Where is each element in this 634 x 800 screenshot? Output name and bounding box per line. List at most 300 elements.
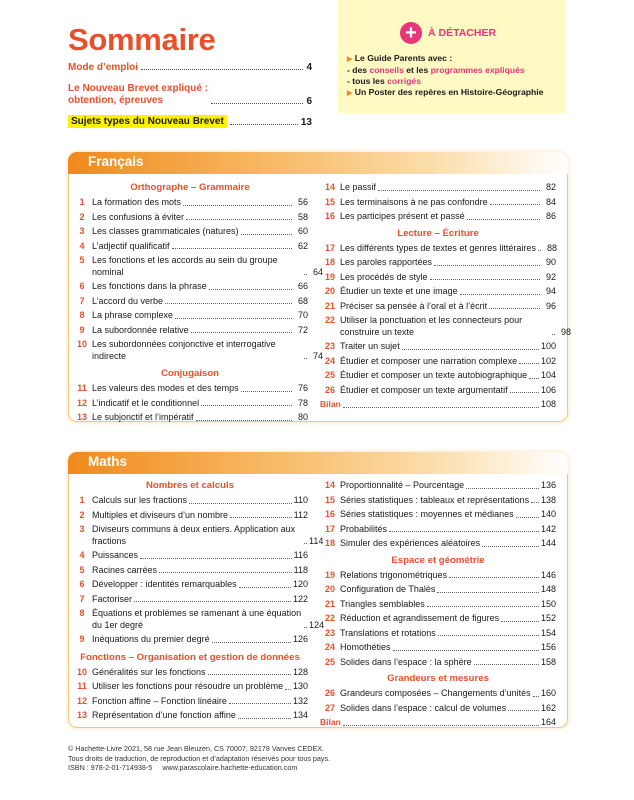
entry-title: Représentation d’une fonction affine — [92, 710, 236, 720]
entry-number: 2 — [79, 211, 85, 222]
detach-box — [338, 0, 566, 113]
toc-entry[interactable] — [72, 579, 308, 591]
leader-dots — [140, 558, 292, 559]
entry-title: La phrase complexe — [92, 310, 174, 320]
entry-page: 56 — [297, 197, 308, 207]
leader-dots — [430, 279, 540, 280]
toc-entry[interactable] — [320, 570, 556, 582]
entry-title: Solides dans l’espace : la sphère — [340, 656, 472, 667]
entry-page: 138 — [540, 494, 556, 505]
entry-title: Grandeurs composées – Changements d’unités — [340, 688, 531, 698]
toc-entry[interactable] — [72, 212, 308, 224]
leader-dots — [474, 664, 539, 665]
leader-dots — [141, 69, 303, 70]
entry-page: 88 — [546, 242, 557, 253]
detach-contents — [347, 53, 543, 99]
entry-title: Étudier et composer un texte argumentatif — [340, 384, 508, 395]
entry-page: 132 — [292, 695, 308, 706]
triangle-bullet-icon: ▶ — [347, 90, 353, 97]
entry-title: La subordonnée relative — [92, 324, 189, 335]
footer — [68, 744, 330, 773]
entry-page: 90 — [545, 257, 556, 267]
leader-dots — [529, 378, 539, 379]
leader-dots — [519, 363, 539, 364]
entry-title: Fonction affine – Fonction linéaire — [92, 695, 227, 706]
intro-page: 6 — [306, 96, 312, 107]
entry-number: 4 — [79, 240, 85, 251]
entry-title: Les paroles rapportées — [340, 257, 433, 267]
entry-title: L’indicatif et le conditionnel — [92, 397, 200, 408]
entry-number: 4 — [79, 550, 85, 560]
toc-entry[interactable] — [320, 370, 556, 382]
intro-label: Sujets types du Nouveau Brevet — [68, 115, 227, 128]
leader-dots — [189, 503, 292, 504]
bilan-label: Bilan — [320, 399, 341, 409]
entry-number: 8 — [79, 608, 85, 618]
detach-line: - des conseils et les programmes expliqués — [347, 65, 525, 75]
entry-title: Les fonctions dans la phrase — [92, 281, 207, 291]
toc-entry[interactable] — [72, 339, 323, 362]
toc-entry[interactable] — [320, 211, 556, 223]
francais-right-column — [320, 182, 571, 414]
toc-entry[interactable] — [320, 613, 556, 625]
entry-number: 1 — [79, 197, 85, 207]
leader-dots — [490, 204, 540, 205]
detach-line: ▶ Le Guide Parents avec : — [347, 53, 453, 63]
entry-title: Solides dans l’espace : calcul de volumes — [340, 702, 507, 713]
entry-number: 9 — [79, 324, 85, 335]
leader-dots — [466, 488, 539, 489]
leader-dots — [208, 674, 291, 675]
detach-line: - tous les corrigés — [347, 76, 422, 86]
entry-number: 24 — [324, 642, 335, 652]
entry-number: 6 — [79, 281, 85, 291]
toc-entry[interactable] — [72, 197, 308, 209]
toc-entry[interactable] — [320, 315, 571, 338]
toc-entry[interactable] — [320, 257, 556, 269]
entry-page: 128 — [292, 666, 308, 677]
toc-entry[interactable] — [320, 495, 556, 507]
toc-entry[interactable] — [320, 584, 556, 596]
leader-dots — [134, 601, 291, 602]
entry-page: 122 — [292, 593, 308, 604]
toc-entry[interactable] — [72, 226, 308, 238]
toc-entry[interactable] — [320, 341, 556, 353]
leader-dots — [183, 205, 292, 206]
entry-number: 17 — [324, 242, 335, 253]
triangle-bullet-icon: ▶ — [347, 56, 353, 63]
leader-dots — [510, 392, 539, 393]
entry-title: Calculs sur les fractions — [92, 495, 188, 505]
leader-dots — [241, 234, 292, 235]
entry-title: Racines carrées — [92, 564, 158, 575]
entry-page: 158 — [540, 656, 556, 667]
detach-line: ▶ Un Poster des repères en Histoire-Géographie — [347, 87, 544, 97]
toc-entry[interactable] — [320, 628, 556, 640]
intro-item-brevet[interactable] — [68, 83, 312, 107]
entry-number: 3 — [79, 226, 85, 236]
intro-page: 4 — [306, 62, 312, 73]
toc-entry[interactable] — [320, 509, 556, 521]
toc-entry[interactable] — [320, 703, 556, 715]
entry-page: 68 — [297, 295, 308, 306]
entry-title: L’adjectif qualificatif — [92, 240, 170, 251]
entry-title: Probabilités — [340, 523, 388, 534]
toc-entry[interactable] — [72, 296, 308, 308]
leader-dots — [489, 308, 540, 309]
leader-dots — [467, 219, 540, 220]
leader-dots — [389, 531, 539, 532]
bilan-entry[interactable] — [320, 399, 556, 411]
entry-page: 142 — [540, 523, 556, 534]
leader-dots — [460, 294, 540, 295]
entry-number: 5 — [79, 564, 85, 575]
entry-title: La formation des mots — [92, 197, 182, 207]
entry-number: 7 — [79, 295, 85, 306]
maths-left-column — [72, 478, 325, 725]
entry-number: 20 — [324, 286, 335, 296]
maths-header — [68, 452, 568, 474]
entry-title: Diviseurs communs à deux entiers. Application aux fractions — [92, 524, 296, 546]
entry-page: 126 — [292, 634, 308, 644]
entry-page: 116 — [293, 550, 308, 560]
entry-number: 21 — [324, 598, 335, 609]
entry-title: Développer : identités remarquables — [92, 579, 237, 589]
entry-number: 18 — [324, 257, 335, 267]
entry-page: 136 — [540, 480, 556, 490]
plus-icon: + — [400, 22, 422, 44]
leader-dots — [209, 289, 292, 290]
toc-entry[interactable] — [72, 398, 308, 410]
leader-dots — [304, 358, 307, 359]
entry-page: 130 — [292, 681, 308, 691]
entry-title: Les valeurs des modes et des temps — [92, 383, 239, 393]
toc-entry[interactable] — [72, 281, 308, 293]
leader-dots — [427, 606, 539, 607]
intro-item-sujets-types[interactable] — [68, 115, 312, 128]
entry-title: Utiliser les fonctions pour résoudre un problème — [92, 681, 284, 691]
toc-entry[interactable] — [72, 524, 324, 547]
leader-dots — [172, 248, 292, 249]
intro-label: Mode d’emploi — [68, 62, 138, 73]
entry-number: 9 — [79, 634, 85, 644]
entry-page: 148 — [540, 584, 556, 594]
entry-number: 22 — [324, 613, 335, 623]
entry-number: 16 — [324, 509, 335, 519]
maths-header-title: Maths — [88, 454, 128, 469]
entry-page: 74 — [312, 350, 323, 361]
leader-dots — [552, 334, 555, 335]
subsection-title: Conjugaison — [160, 368, 220, 379]
toc-entry[interactable] — [72, 310, 308, 322]
entry-title: Relations trigonométriques — [340, 569, 448, 580]
toc-entry[interactable] — [72, 565, 308, 577]
toc-entry[interactable] — [320, 538, 556, 550]
entry-number: 15 — [324, 196, 335, 207]
entry-title: Les classes grammaticales (natures) — [92, 226, 239, 236]
leader-dots — [304, 543, 307, 544]
footer-url: www.parascolaire.hachette-education.com — [162, 763, 298, 772]
entry-title: Étudier un texte et une image — [340, 286, 458, 296]
toc-entry[interactable] — [72, 510, 308, 522]
francais-header — [68, 152, 568, 174]
entry-page: 70 — [297, 310, 308, 320]
footer-copyright: © Hachette-Livre 2021, 58 rue Jean Bleuzen, CS 70007, 92178 Vanves CEDEX. — [68, 744, 325, 753]
entry-title: Les subordonnées conjonctive et interrogative indirecte — [92, 339, 276, 361]
entry-title: Étudier et composer une narration complexe — [340, 355, 518, 366]
entry-page: 112 — [293, 509, 308, 520]
leader-dots — [438, 635, 539, 636]
entry-page: 86 — [545, 211, 556, 221]
entry-number: 10 — [76, 339, 87, 349]
entry-number: 23 — [324, 627, 335, 638]
toc-entry[interactable] — [72, 495, 308, 507]
entry-page: 102 — [540, 355, 556, 366]
entry-number: 21 — [324, 300, 335, 311]
entry-title: Simuler des expériences aléatoires — [340, 538, 481, 548]
leader-dots — [482, 546, 539, 547]
footer-isbn: ISBN : 978-2-01-714938-5 — [68, 763, 153, 772]
entry-title: Les différents types de textes et genres littéraires — [340, 242, 536, 253]
toc-entry[interactable] — [320, 197, 556, 209]
toc-entry[interactable] — [320, 642, 556, 654]
bilan-entry[interactable] — [320, 717, 556, 729]
entry-number: 25 — [324, 656, 335, 667]
entry-number: 23 — [324, 341, 335, 351]
entry-number: 24 — [324, 355, 335, 366]
entry-title: Étudier et composer un texte autobiographique — [340, 370, 528, 380]
entry-title: Le passif — [340, 182, 377, 192]
entry-number: 13 — [76, 412, 87, 422]
entry-number: 26 — [324, 384, 335, 395]
entry-page: 94 — [545, 286, 556, 296]
intro-list — [68, 62, 312, 134]
intro-item-mode-emploi[interactable] — [68, 62, 312, 73]
entry-number: 6 — [79, 579, 85, 589]
entry-page: 110 — [293, 495, 308, 505]
toc-entry[interactable] — [320, 182, 556, 194]
entry-number: 11 — [77, 383, 87, 393]
maths-right-column — [320, 480, 556, 732]
entry-page: 58 — [297, 211, 308, 222]
entry-page: 78 — [297, 397, 308, 408]
entry-page: 134 — [292, 710, 308, 720]
leader-dots — [538, 250, 541, 251]
toc-entry[interactable] — [72, 608, 325, 631]
leader-dots — [449, 577, 539, 578]
entry-title: Triangles semblables — [340, 598, 425, 609]
toc-entry[interactable] — [320, 599, 556, 611]
toc-entry[interactable] — [320, 688, 556, 700]
toc-entry[interactable] — [320, 301, 556, 313]
entry-title: Les fonctions et les accords au sein du groupe nominal — [92, 255, 278, 277]
leader-dots — [285, 689, 291, 690]
entry-number: 18 — [324, 538, 335, 548]
entry-page: 114 — [309, 535, 324, 546]
entry-page: 82 — [545, 182, 556, 192]
toc-entry[interactable] — [320, 385, 556, 397]
leader-dots — [159, 572, 292, 573]
intro-page: 13 — [300, 117, 312, 128]
entry-page: 96 — [545, 300, 556, 311]
entry-number: 12 — [76, 397, 87, 408]
bilan-label: Bilan — [320, 717, 341, 727]
toc-entry[interactable] — [320, 480, 556, 492]
entry-page: 146 — [540, 569, 556, 580]
leader-dots — [175, 318, 292, 319]
entry-number: 14 — [324, 182, 335, 192]
toc-entry[interactable] — [72, 241, 308, 253]
entry-number: 22 — [324, 315, 335, 325]
subsection-title: Orthographe – Grammaire — [130, 182, 250, 193]
toc-entry[interactable] — [320, 356, 556, 368]
subsection-title: Grandeurs et mesures — [387, 673, 489, 684]
entry-page: 66 — [297, 281, 308, 291]
entry-page: 84 — [545, 196, 556, 207]
leader-dots — [304, 627, 307, 628]
toc-entry[interactable] — [72, 255, 323, 278]
toc-entry[interactable] — [72, 696, 308, 708]
entry-page: 106 — [540, 384, 556, 395]
entry-number: 3 — [79, 524, 85, 534]
leader-dots — [239, 587, 291, 588]
leader-dots — [201, 405, 292, 406]
page-title: Sommaire — [68, 22, 216, 57]
entry-title: Configuration de Thalès — [340, 584, 436, 594]
leader-dots — [501, 621, 539, 622]
entry-page: 62 — [297, 240, 308, 251]
entry-title: Traiter un sujet — [340, 341, 400, 351]
entry-number: 2 — [79, 509, 85, 520]
entry-page: 108 — [540, 399, 556, 409]
toc-entry[interactable] — [72, 594, 308, 606]
leader-dots — [230, 124, 298, 125]
entry-page: 140 — [540, 509, 556, 519]
entry-number: 14 — [324, 480, 335, 490]
entry-number: 7 — [79, 593, 85, 604]
leader-dots — [343, 725, 539, 726]
entry-title: Réduction et agrandissement de figures — [340, 613, 500, 623]
leader-dots — [343, 407, 539, 408]
leader-dots — [516, 517, 539, 518]
entry-page: 64 — [312, 266, 323, 277]
leader-dots — [434, 265, 540, 266]
toc-entry[interactable] — [320, 524, 556, 536]
toc-entry[interactable] — [72, 710, 308, 722]
leader-dots — [212, 642, 291, 643]
entry-page: 156 — [540, 642, 556, 652]
subsection-title: Lecture – Écriture — [397, 227, 479, 239]
intro-label-line: Le Nouveau Brevet expliqué : — [68, 83, 209, 94]
toc-entry[interactable] — [320, 286, 556, 298]
leader-dots — [186, 219, 292, 220]
entry-title: Les procédés de style — [340, 271, 428, 282]
entry-page: 118 — [293, 564, 308, 575]
intro-label-line: obtention, épreuves — [68, 95, 164, 106]
francais-left-column — [72, 180, 323, 427]
leader-dots — [393, 650, 539, 651]
entry-page: 72 — [297, 324, 308, 335]
leader-dots — [304, 274, 307, 275]
entry-number: 25 — [324, 370, 335, 380]
entry-title: L’accord du verbe — [92, 295, 164, 306]
leader-dots — [229, 703, 291, 704]
leader-dots — [531, 502, 539, 503]
leader-dots — [196, 420, 292, 421]
toc-entry[interactable] — [320, 243, 556, 255]
entry-number: 12 — [76, 695, 87, 706]
entry-number: 11 — [77, 681, 87, 691]
toc-entry[interactable] — [72, 325, 308, 337]
entry-page: 60 — [297, 226, 308, 236]
entry-page: 104 — [540, 370, 556, 380]
entry-title: Homothéties — [340, 642, 391, 652]
leader-dots — [241, 391, 292, 392]
footer-rights: Tous droits de traduction, de reproduction et d’adaptation réservés pour tous pays. — [68, 753, 331, 763]
entry-title: Inéquations du premier degré — [92, 634, 210, 644]
entry-page: 92 — [545, 271, 556, 282]
entry-number: 1 — [79, 495, 85, 505]
toc-entry[interactable] — [72, 681, 308, 693]
leader-dots — [402, 349, 539, 350]
entry-page: 152 — [540, 613, 556, 623]
entry-number: 5 — [79, 255, 85, 265]
entry-title: Le subjonctif et l’impératif — [92, 412, 194, 422]
leader-dots — [165, 303, 292, 304]
leader-dots — [238, 718, 291, 719]
leader-dots — [211, 103, 303, 104]
intro-label — [68, 83, 208, 107]
entry-page: 160 — [540, 688, 556, 698]
subsection-title: Nombres et calculs — [146, 480, 234, 491]
entry-page: 162 — [540, 702, 556, 713]
francais-header-title: Français — [88, 154, 144, 169]
toc-entry[interactable] — [72, 550, 308, 562]
entry-title: Proportionnalité – Pourcentage — [340, 480, 465, 490]
entry-title: Séries statistiques : tableaux et représentations — [340, 494, 530, 505]
entry-title: Équations et problèmes se ramenant à une équation du 1er degré — [92, 608, 302, 630]
entry-number: 26 — [324, 688, 335, 698]
entry-number: 27 — [324, 702, 335, 713]
entry-number: 15 — [324, 494, 335, 505]
entry-title: Puissances — [92, 550, 139, 560]
subsection-title: Fonctions – Organisation et gestion de données — [80, 651, 300, 663]
entry-page: 80 — [297, 412, 308, 422]
entry-title: Utiliser la ponctuation et les connecteurs pour construire un texte — [340, 315, 523, 337]
entry-title: Les terminaisons à ne pas confondre — [340, 196, 488, 207]
leader-dots — [191, 332, 292, 333]
toc-entry[interactable] — [320, 657, 556, 669]
toc-entry[interactable] — [72, 383, 308, 395]
leader-dots — [378, 190, 540, 191]
toc-entry[interactable] — [72, 634, 308, 646]
leader-dots — [508, 710, 539, 711]
toc-entry[interactable] — [72, 412, 308, 424]
entry-page: 98 — [560, 326, 571, 337]
entry-page: 120 — [292, 579, 308, 589]
entry-page: 76 — [297, 383, 308, 393]
toc-entry[interactable] — [320, 272, 556, 284]
entry-number: 16 — [324, 211, 335, 221]
entry-page: 124 — [309, 619, 325, 630]
leader-dots — [230, 517, 292, 518]
entry-number: 19 — [324, 271, 335, 282]
toc-entry[interactable] — [72, 667, 308, 679]
entry-page: 144 — [540, 538, 556, 548]
entry-title: Généralités sur les fonctions — [92, 666, 206, 677]
entry-title: Préciser sa pensée à l’oral et à l’écrit — [340, 300, 488, 311]
leader-dots — [533, 696, 539, 697]
